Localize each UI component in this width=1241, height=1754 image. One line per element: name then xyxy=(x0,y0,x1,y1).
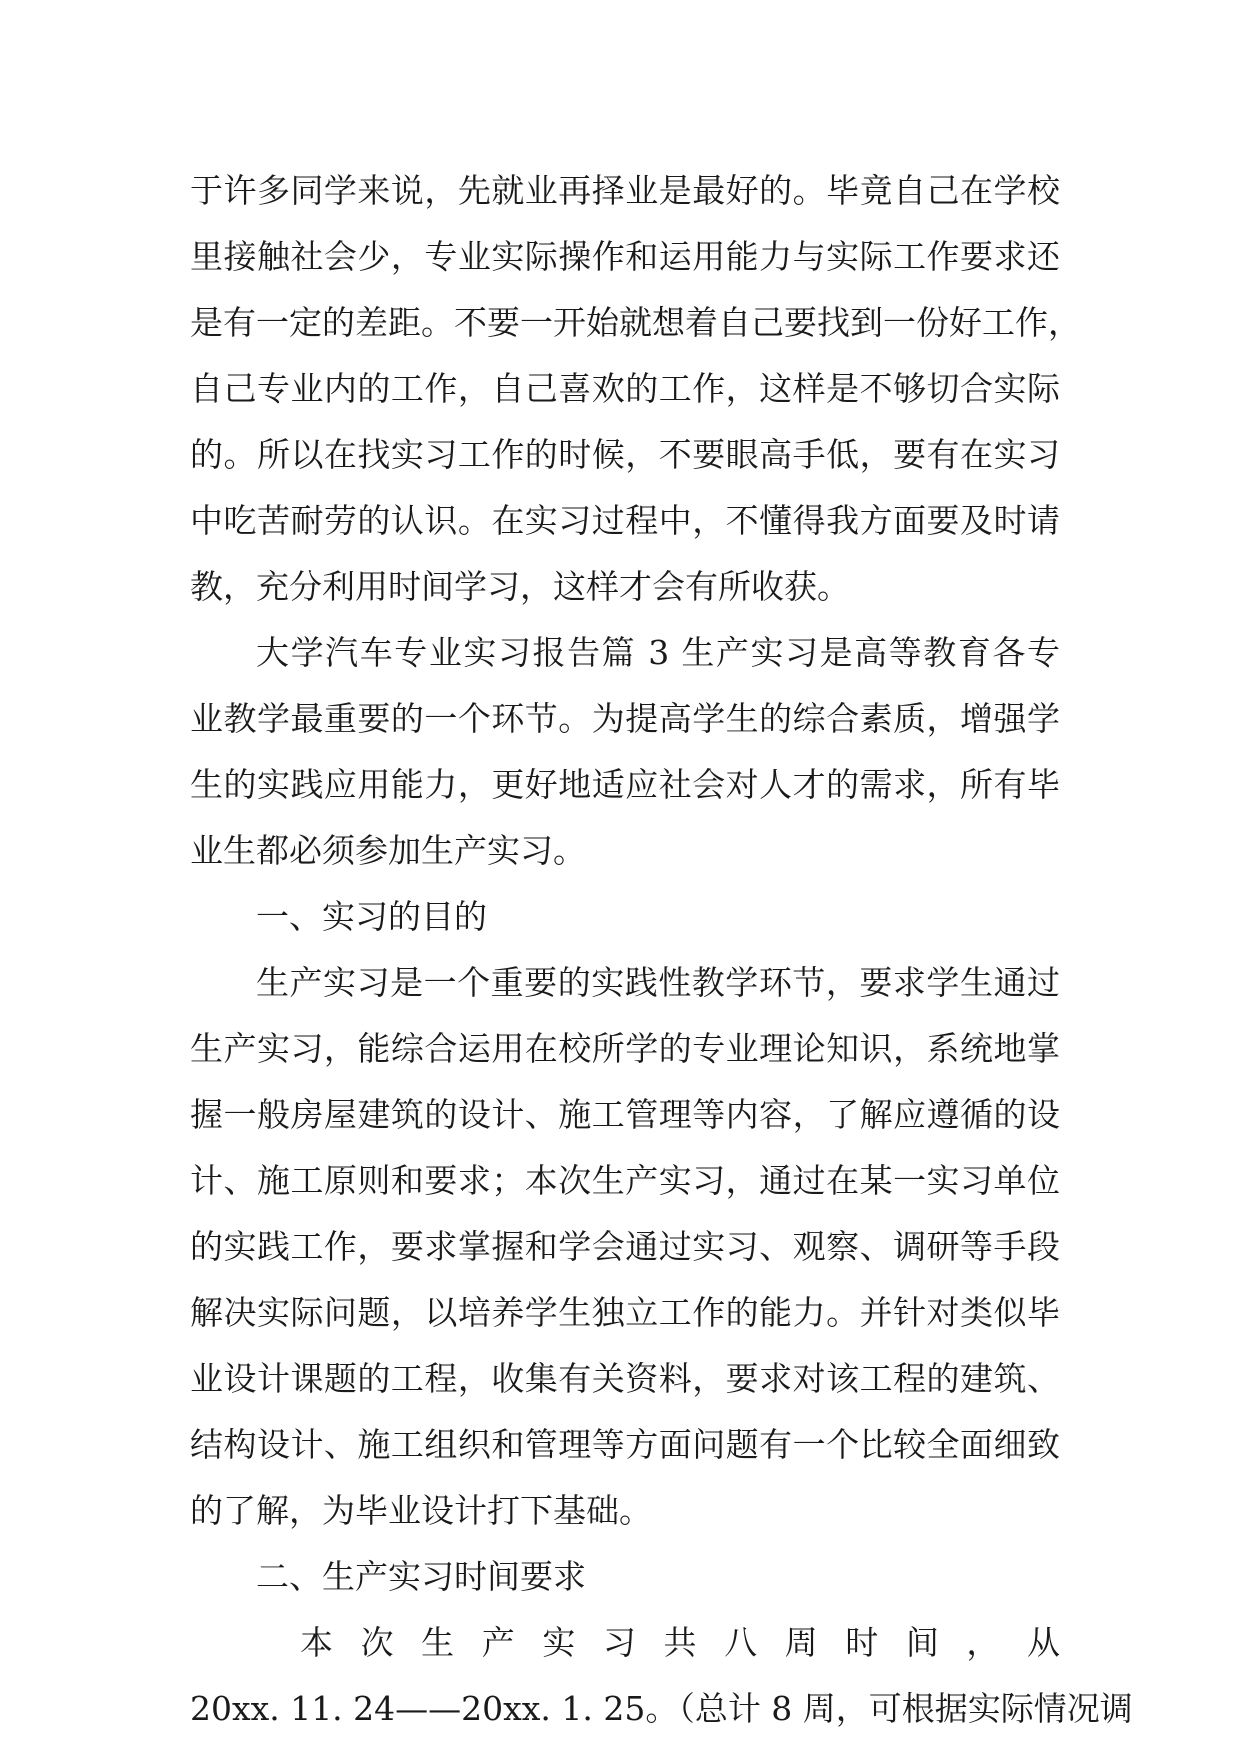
text-line: 的实践工作，要求掌握和学会通过实习、观察、调研等手段 xyxy=(190,1227,1060,1266)
text-line: 于许多同学来说，先就业再择业是最好的。毕竟自己在学校 xyxy=(190,171,1060,210)
text-line: 中吃苦耐劳的认识。在实习过程中，不懂得我方面要及时请 xyxy=(190,501,1060,540)
paragraph-first-line: 生产实习是一个重要的实践性教学环节，要求学生通过 xyxy=(256,963,1060,1002)
text-line: 的。所以在找实习工作的时候，不要眼高手低，要有在实习 xyxy=(190,435,1060,474)
text-line: 的了解，为毕业设计打下基础。 xyxy=(190,1491,652,1530)
text-line: 生的实践应用能力，更好地适应社会对人才的需求，所有毕 xyxy=(190,765,1060,804)
paragraph-first-line: 本 次 生 产 实 习 共 八 周 时 间 ， 从 xyxy=(300,1623,1060,1662)
text-line: 生产实习，能综合运用在校所学的专业理论知识，系统地掌 xyxy=(190,1029,1060,1068)
text-line: 结构设计、施工组织和管理等方面问题有一个比较全面细致 xyxy=(190,1425,1060,1464)
text-line: 自己专业内的工作，自己喜欢的工作，这样是不够切合实际 xyxy=(190,369,1060,408)
text-line: 里接触社会少，专业实际操作和运用能力与实际工作要求还 xyxy=(190,237,1060,276)
section-heading: 一、实习的目的 xyxy=(256,897,487,936)
text-line: 业生都必须参加生产实习。 xyxy=(190,831,586,870)
text-line: 教，充分利用时间学习，这样才会有所收获。 xyxy=(190,567,850,606)
text-line: 握一般房屋建筑的设计、施工管理等内容，了解应遵循的设 xyxy=(190,1095,1060,1134)
text-line: 业设计课题的工程，收集有关资料，要求对该工程的建筑、 xyxy=(190,1359,1060,1398)
paragraph-first-line: 大学汽车专业实习报告篇 3 生产实习是高等教育各专 xyxy=(256,633,1060,672)
text-line: 业教学最重要的一个环节。为提高学生的综合素质，增强学 xyxy=(190,699,1060,738)
section-heading: 二、生产实习时间要求 xyxy=(256,1557,586,1596)
text-line: 解决实际问题，以培养学生独立工作的能力。并针对类似毕 xyxy=(190,1293,1060,1332)
text-line: 计、施工原则和要求；本次生产实习，通过在某一实习单位 xyxy=(190,1161,1060,1200)
text-line: 20xx. 11. 24——20xx. 1. 25。（总计 8 周，可根据实际情况调 xyxy=(190,1689,1133,1728)
text-line: 是有一定的差距。不要一开始就想着自己要找到一份好工作， xyxy=(190,303,1081,342)
